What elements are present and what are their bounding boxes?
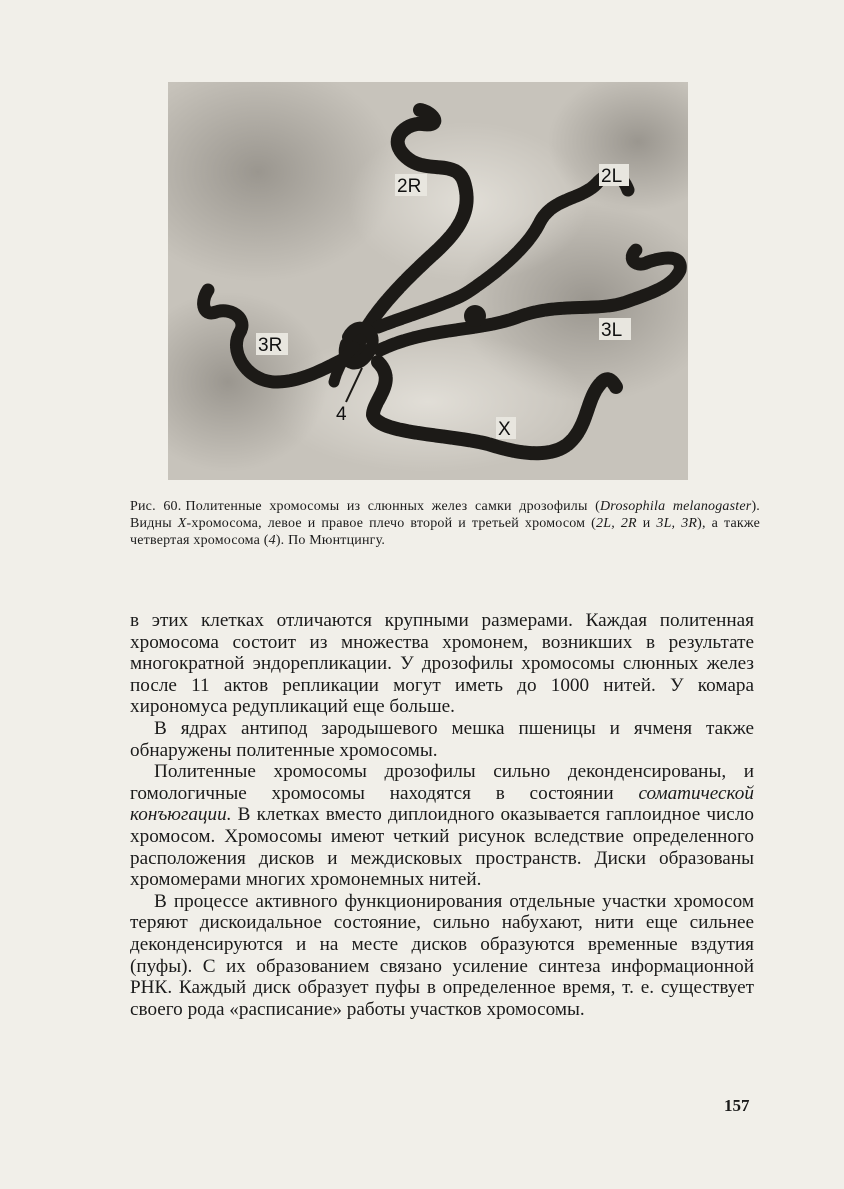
caption-arms-third: 3L, 3R bbox=[656, 516, 698, 531]
caption-arms-second: 2L, 2R bbox=[596, 516, 637, 531]
caption-species: Drosophila melanogaster bbox=[600, 499, 752, 514]
caption-and: и bbox=[636, 516, 657, 531]
caption-text-2: ). Видны bbox=[130, 499, 760, 531]
paragraph-3 bbox=[130, 761, 754, 891]
figure-caption bbox=[130, 498, 760, 549]
caption-text-1: Политенные хромосомы из слюнных желез самки дрозофилы ( bbox=[185, 499, 600, 514]
main-text bbox=[130, 610, 754, 1020]
paragraph-1: в этих клетках отличаются крупными размерами. Каждая политенная хромосома состоит из множества хромонем, возникших в результате многократной эндорепликации. У дрозофилы хромосомы слюнных желез после 11 актов репликации могут иметь до 1000 нитей. У комара хирономуса редупликаций еще больше. bbox=[130, 610, 754, 718]
caption-text-4: ), а также четвертая хромосома ( bbox=[130, 516, 760, 548]
caption-text-3: -хромосома, левое и правое плечо второй и третьей хромосом ( bbox=[186, 516, 597, 531]
micrograph-image bbox=[168, 82, 688, 480]
paragraph-4: В процессе активного функционирования отдельные участки хромосом теряют дискоидальное состояние, сильно набухают, нити еще сильнее деконденсируются и на месте дисков образуются временные вздутия (пуфы). С их образованием связано усиление синтеза информационной РНК. Каждый диск образует пуфы в определенное время, т. е. существует своего рода «расписание» работы участков хромосомы. bbox=[130, 890, 754, 1020]
label-4: 4 bbox=[336, 404, 347, 425]
chromosome-micrograph bbox=[168, 82, 688, 480]
caption-x-letter: X bbox=[177, 516, 187, 531]
paragraph-3-end: В клетках вместо диплоидного оказывается гаплоидное число хромосом. Хромосомы имеют четкий рисунок вследствие определенного расположения дисков и междисковых пространств. Диски образованы хромомерами многих хромонемных нитей. bbox=[130, 804, 754, 891]
caption-text-5: ). По Мюнтцингу. bbox=[275, 533, 386, 548]
label-3R: 3R bbox=[258, 335, 283, 356]
label-X: X bbox=[498, 419, 511, 440]
caption-fourth: 4 bbox=[268, 533, 276, 548]
caption-label: Рис. 60. bbox=[130, 499, 182, 514]
page-number: 157 bbox=[724, 1096, 750, 1115]
term-somatic-conjugation: соматической конъюгации. bbox=[130, 782, 754, 826]
label-3L: 3L bbox=[601, 320, 623, 341]
paragraph-3-start: Политенные хромосомы дрозофилы сильно деконденсированы, и гомологичные хромосомы находятся в состоянии bbox=[130, 761, 754, 804]
paragraph-2: В ядрах антипод зародышевого мешка пшеницы и ячменя также обнаружены политенные хромосомы. bbox=[130, 717, 754, 761]
label-2R: 2R bbox=[397, 176, 422, 197]
label-2L: 2L bbox=[601, 166, 623, 187]
